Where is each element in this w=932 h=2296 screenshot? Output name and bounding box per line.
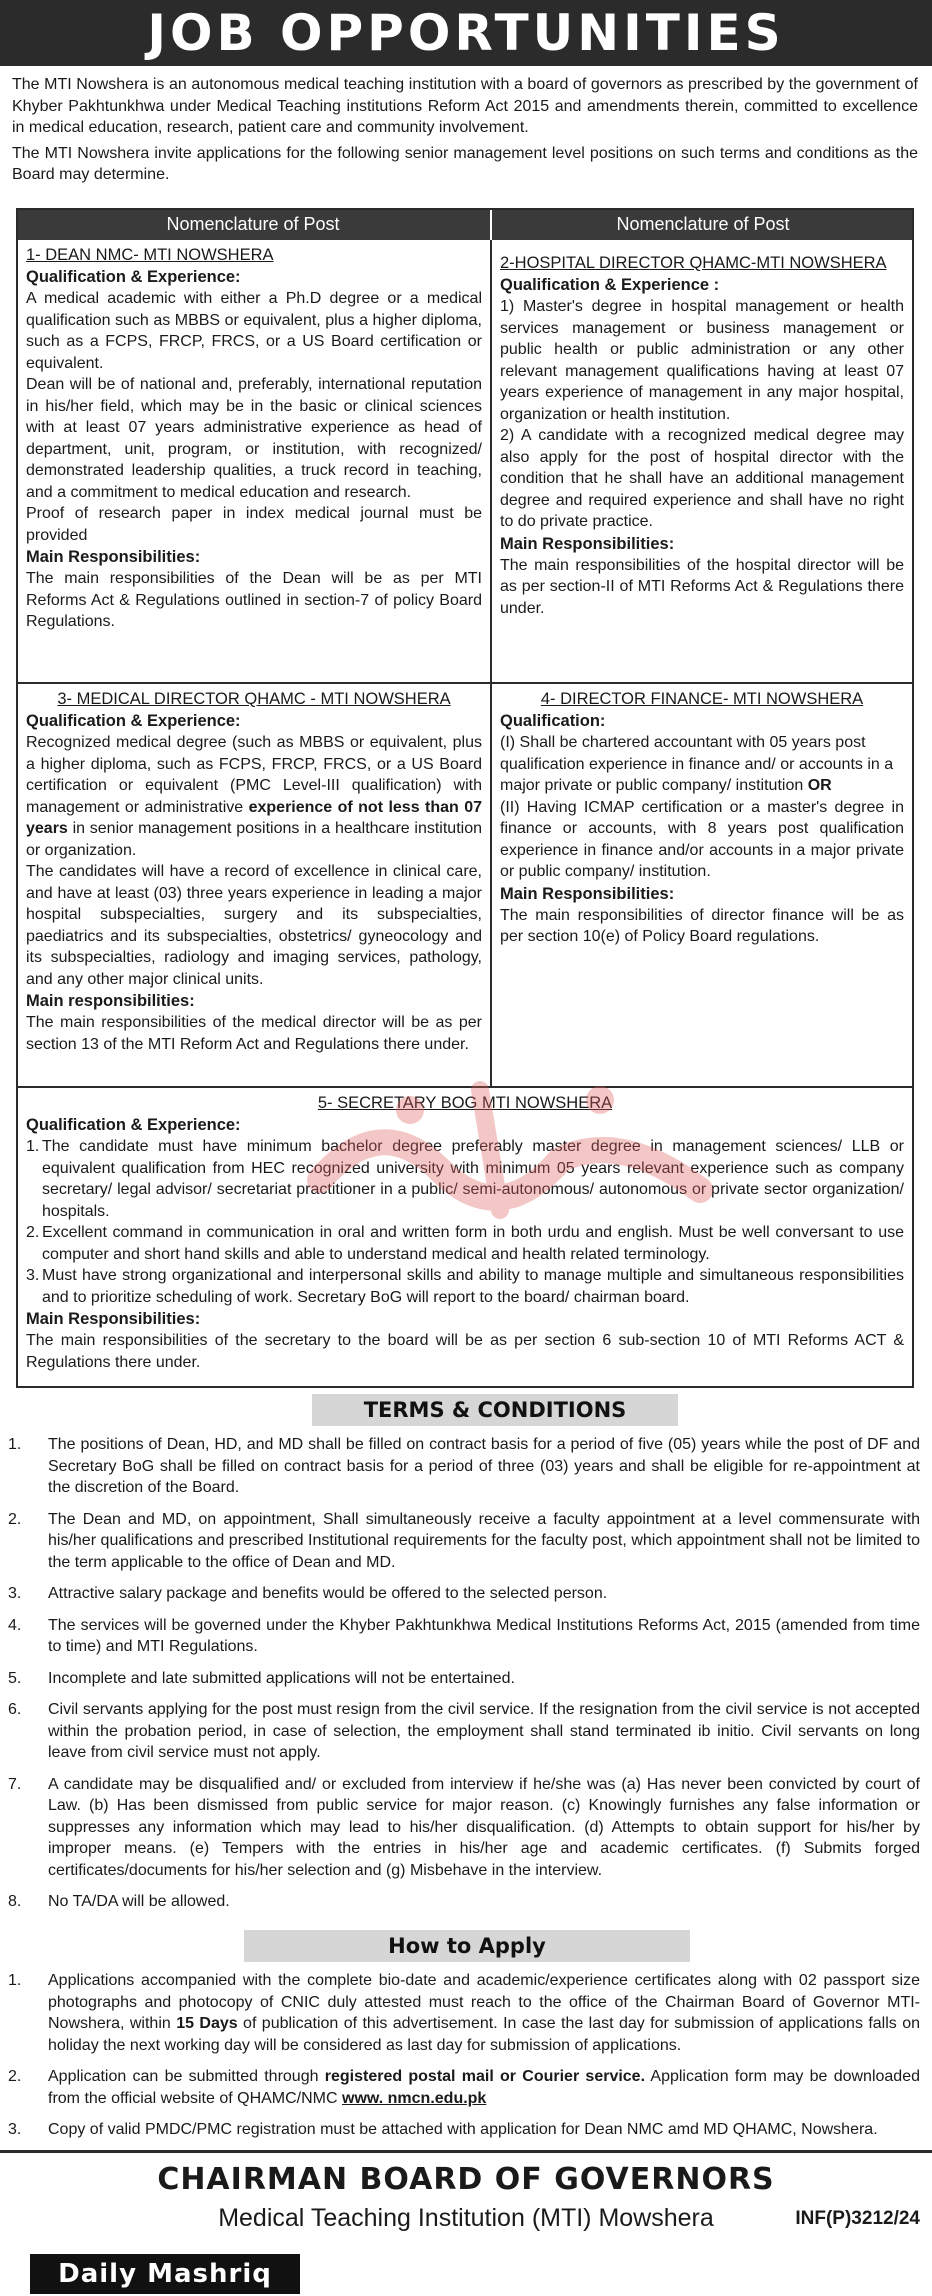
qualification-text: A medical academic with either a Ph.D degree or a medical qualification such as MBBS or equivalent, plus a higher diploma, such as a FCPS, FRCP, FRCS, or a US Board certification or equivalent.	[26, 290, 482, 372]
item-text: The services will be governed under the Khyber Pakhtunkhwa Medical Institutions Reforms Act, 2015 (amended from time to time) and MTI Regulations.	[48, 1616, 920, 1655]
qualification-text	[26, 732, 482, 861]
newspaper-name: Daily Mashriq	[30, 2254, 300, 2294]
item-text	[48, 2066, 920, 2109]
responsibilities-text: The main responsibilities of the secretary to the board will be as per section 6 sub-section 10 of MTI Reforms ACT & Regulations there under.	[26, 1332, 904, 1371]
post-title: 5- SECRETARY BOG MTI NOWSHERA	[317, 1094, 613, 1112]
list-item	[8, 1615, 920, 1658]
list-item	[8, 2066, 920, 2109]
item-text: Incomplete and late submitted applications will not be entertained.	[48, 1669, 515, 1687]
post-title: 3- MEDICAL DIRECTOR QHAMC - MTI NOWSHERA	[57, 690, 451, 708]
item-text: Copy of valid PMDC/PMC registration must be attached with application for Dean NMC amd MD QHAMC, Nowshera.	[48, 2121, 878, 2138]
newspaper-watermark-icon	[300, 1050, 720, 1250]
item-number: 1.	[8, 1436, 22, 1453]
responsibilities-label: Main Responsibilities:	[500, 884, 675, 903]
list-item	[8, 1891, 920, 1913]
intro-paragraph: The MTI Nowshera invite applications for the following senior management level positions on such terms and conditions as the Board may determine.	[12, 144, 918, 183]
item-number: 2.	[8, 2068, 22, 2085]
qualification-label: Qualification & Experience :	[500, 276, 720, 294]
item-text: The Dean and MD, on appointment, Shall simultaneously receive a faculty appointment at a level commensurate with his/her qualifications and prescribed Institutional requirements for the faculty post, which appointment shall not be limited to the term applicable to the office of Dean and MD.	[48, 1510, 920, 1571]
qualification-text: Dean will be of national and, preferably, international reputation in his/her field, which may be in the basic or clinical sciences with at least 07 years administrative experience as head of department, unit, program, or institution, with recognized/ demonstrated leadership qualities, a truck record in teaching, and a commitment to medical education and research.	[26, 376, 482, 501]
item-number: 8.	[8, 1893, 22, 1910]
qualification-text: The candidates will have a record of excellence in clinical care, and have at least (03) three years experience in leading a major hospital subspecialties, surgery and its subspecialties, paediatrics and its subspecialties, obstetrics/ gyneocology and its subspecialties, radiology and imaging services, pathology, and any other major clinical units.	[26, 863, 482, 988]
column-header: Nomenclature of Post	[492, 208, 914, 240]
reference-number: INF(P)3212/24	[795, 2208, 920, 2229]
responsibilities-label: Main Responsibilities:	[26, 548, 201, 566]
qualification-label: Qualification & Experience:	[26, 1116, 241, 1134]
item-number: 3.	[8, 1585, 22, 1602]
list-item	[8, 1970, 920, 2056]
item-number: 3.	[8, 2121, 22, 2138]
item-text-part: of publication of this advertisement. In case the last day for submission of applications falls on holiday the next working day will be considered as last day for submission of applications.	[48, 2015, 920, 2054]
qualification-label: Qualification:	[500, 712, 606, 730]
item-text-part: Application form may be downloaded from the official website of QHAMC/NMC	[48, 2068, 921, 2107]
item-text: Must have strong organizational and interpersonal skills and ability to manage multiple and simultaneous responsibilities and to prioritize scheduling of work. Secretary BoG will report to the board/ chairman board.	[42, 1267, 904, 1306]
post-hospital-director	[492, 248, 912, 623]
item-number: 5.	[8, 1669, 22, 1687]
post-director-finance	[492, 684, 912, 952]
experience-highlight: experience of not less than 07 years	[26, 798, 482, 837]
qualification-text: Proof of research paper in index medical journal must be provided	[26, 505, 482, 544]
post-dean	[18, 240, 490, 637]
item-number: 1.	[26, 1138, 40, 1155]
item-number: 3.	[26, 1267, 40, 1284]
page-title: JOB OPPORTUNITIES	[0, 0, 932, 66]
responsibilities-label: Main responsibilities:	[26, 992, 195, 1010]
qualification-text: 1) Master's degree in hospital management or health services management or business management or public health or public administration or any other relevant management qualifications having at least 07 years experience of management in any major hospital, organization or health institution.	[500, 298, 904, 423]
item-text: Civil servants applying for the post must resign from the civil service. If the resignation from the civil service is not accepted within the probation period, in case of selection, the employment shall stand terminated ib initio. Civil servants on long leave from civil service must not apply.	[48, 1701, 920, 1761]
item-text-part: Applications accompanied with the complete bio-date and academic/experience certificates along with 02 passport size photographs and photocopy of CNIC duly attested must reach to the office of the Chairman Board of Governor MTI-Nowshera, within	[48, 1972, 920, 2032]
responsibilities-label: Main Responsibilities:	[500, 534, 675, 553]
responsibilities-text: The main responsibilities of the medical director will be as per section 13 of the MTI Reform Act and Regulations there under.	[26, 1014, 482, 1053]
responsibilities-text: The main responsibilities of director finance will be as per section 10(e) of Policy Board regulations.	[500, 906, 904, 945]
item-number: 7.	[8, 1775, 22, 1793]
signatory-title: CHAIRMAN BOARD OF GOVERNORS	[157, 2162, 775, 2197]
qualification-label: Qualification & Experience:	[26, 712, 241, 730]
intro-paragraph: The MTI Nowshera is an autonomous medical teaching institution with a board of governors as prescribed by the government of Khyber Pakhtunkhwa under Medical Teaching institutions Reform Act 2015 and amendments therein, committed to excellence in medical education, research, patient care and community involvement.	[12, 76, 918, 136]
item-text: A candidate may be disqualified and/ or excluded from interview if he/she was (a) Has never been convicted by court of Law. (b) Has been dismissed from public service for major reason. (c) Knowingly furnishes any false information or suppresses any information which may lead to his/her disqualification. (d) Attempts to obtain support for his/her by improper means. (e) Tempers with the entries in his/her age and academic certificates. (f) Submits forged certificates/documents for his/her selection and (g) Misbehave in the interview.	[48, 1775, 920, 1879]
list-item	[8, 1583, 920, 1605]
post-title: 1- DEAN NMC- MTI NOWSHERA	[26, 246, 274, 264]
item-number: 2.	[26, 1224, 40, 1241]
qualification-text	[500, 732, 904, 797]
post-title: 4- DIRECTOR FINANCE- MTI NOWSHERA	[540, 690, 864, 708]
item-number: 4.	[8, 1616, 22, 1634]
qualification-text-part: (I) Shall be chartered accountant with 05 years post qualification experience in finance and/ or accounts in a major private or public company/ institution	[500, 734, 894, 794]
item-text: No TA/DA will be allowed.	[48, 1893, 230, 1910]
list-item	[26, 1265, 904, 1308]
list-item	[8, 1699, 920, 1764]
post-title: 2-HOSPITAL DIRECTOR QHAMC-MTI NOWSHERA	[500, 254, 887, 272]
qualification-text: 2) A candidate with a recognized medical degree may also apply for the post of hospital director with the condition that he shall have an additional management degree and required experience and shall have no right to do private practice.	[500, 427, 904, 530]
or-label: OR	[807, 777, 832, 794]
responsibilities-text: The main responsibilities of the Dean will be as per MTI Reforms Act & Regulations outlined in section-7 of policy Board Regulations.	[26, 570, 482, 630]
deadline-highlight: 15 Days	[176, 2015, 238, 2032]
divider	[0, 2150, 932, 2153]
item-text: Attractive salary package and benefits would be offered to the selected person.	[48, 1585, 608, 1602]
list-item	[8, 1668, 920, 1690]
item-number: 1.	[8, 1972, 22, 1989]
item-text: The positions of Dean, HD, and MD shall be filled on contract basis for a period of five (05) years while the post of DF and Secretary BoG shall be filled on contract basis for a period of three (03) years and shall be eligible for re-appointment at the discretion of the Board.	[48, 1436, 920, 1496]
item-number: 6.	[8, 1701, 22, 1718]
apply-list	[8, 1970, 920, 2151]
item-text-part: Application can be submitted through	[48, 2068, 325, 2085]
qualification-text: (II) Having ICMAP certification or a master's degree in finance or accounts, with 8 years post qualification experience in finance and/or accounts in a major private or public company/ institution.	[500, 798, 904, 880]
list-item	[8, 1434, 920, 1499]
item-text: The candidate must have minimum bachelor degree preferably master degree in management sciences/ LLB or equivalent qualification from HEC recognized university with minimum 05 years relevant experience such as company secretary/ legal advisor/ secretariat practitioner in a public/ semi-autonomous/ autonomous or private sector organization/ hospitals.	[42, 1138, 904, 1220]
signatory-subtitle: Medical Teaching Institution (MTI) Mowshera	[218, 2204, 714, 2232]
item-text	[48, 1970, 920, 2056]
responsibilities-text: The main responsibilities of the hospital director will be as per section-II of MTI Reforms Act & Regulations there under.	[500, 556, 904, 617]
website-link[interactable]: www. nmcn.edu.pk	[342, 2089, 487, 2107]
item-text: Excellent command in communication in oral and written form in both urdu and english. Must be well conversant to use computer and short hand skills and able to understand medical and health related terminology.	[42, 1224, 904, 1263]
column-header: Nomenclature of Post	[16, 208, 492, 240]
terms-heading: TERMS & CONDITIONS	[312, 1394, 678, 1426]
post-medical-director	[18, 684, 490, 1059]
list-item	[8, 2119, 920, 2141]
item-number: 2.	[8, 1510, 22, 1528]
qualification-label: Qualification & Experience:	[26, 268, 241, 286]
qualification-text-part: Recognized medical degree (such as MBBS or equivalent, plus a higher diploma, such as FCPS, FRCP, FRCS, or a US Board certification or equivalent (PMC Level-III qualification) with management or administrative	[26, 734, 482, 816]
intro	[12, 74, 918, 190]
terms-list	[8, 1434, 920, 1923]
qualification-text-part: in senior management positions in a healthcare institution or organization.	[26, 820, 482, 859]
apply-heading: How to Apply	[244, 1930, 690, 1962]
list-item	[8, 1774, 920, 1882]
list-item	[8, 1509, 920, 1574]
submission-method: registered postal mail or Courier service.	[324, 2068, 646, 2085]
responsibilities-label: Main Responsibilities:	[26, 1310, 201, 1328]
